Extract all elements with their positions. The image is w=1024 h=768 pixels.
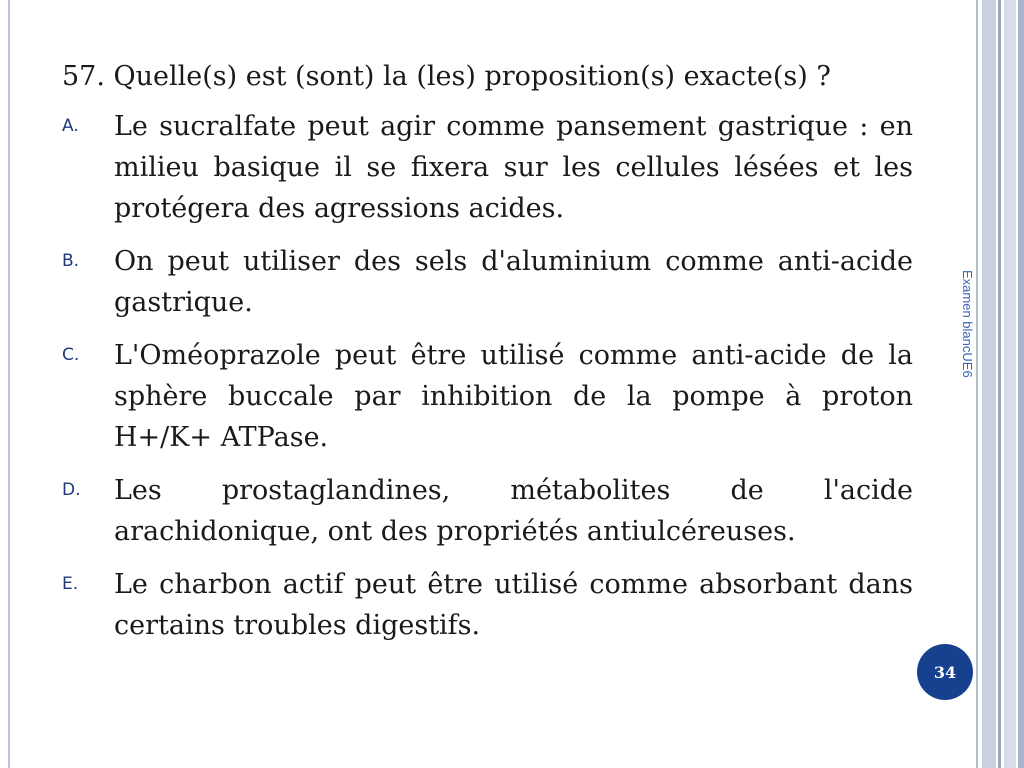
option-b (62, 241, 913, 323)
page-number: 34 (933, 662, 957, 682)
option-letter: D. (62, 480, 81, 500)
option-text: Le charbon actif peut être utilisé comme absorbant dans certains troubles digestifs. (114, 569, 913, 641)
option-letter: E. (62, 574, 79, 594)
option-letter: B. (62, 251, 80, 271)
slide-content (62, 58, 913, 658)
left-frame-line (8, 0, 10, 768)
option-letter: A. (62, 116, 79, 136)
option-text: On peut utiliser des sels d'aluminium comme anti-acide gastrique. (114, 246, 913, 318)
question-text: 57. Quelle(s) est (sont) la (les) proposition(s) exacte(s) ? (62, 61, 831, 92)
option-letter: C. (62, 345, 80, 365)
page-number-badge (917, 644, 973, 700)
option-c (62, 335, 913, 458)
option-a (62, 106, 913, 229)
option-text: Le sucralfate peut agir comme pansement gastrique : en milieu basique il se fixera sur les cellules lésées et les protégera des agressions acides. (114, 111, 913, 224)
side-footer-label: Examen blancUE6 (960, 270, 975, 378)
options-list (62, 106, 913, 646)
option-text: Les prostaglandines, métabolites de l'acide arachidonique, ont des propriétés antiulcéreuses. (114, 475, 913, 547)
right-decorative-stripes (976, 0, 1024, 768)
option-e (62, 564, 913, 646)
option-d (62, 470, 913, 552)
option-text: L'Oméoprazole peut être utilisé comme anti-acide de la sphère buccale par inhibition de la pompe à proton H+/K+ ATPase. (114, 340, 913, 453)
